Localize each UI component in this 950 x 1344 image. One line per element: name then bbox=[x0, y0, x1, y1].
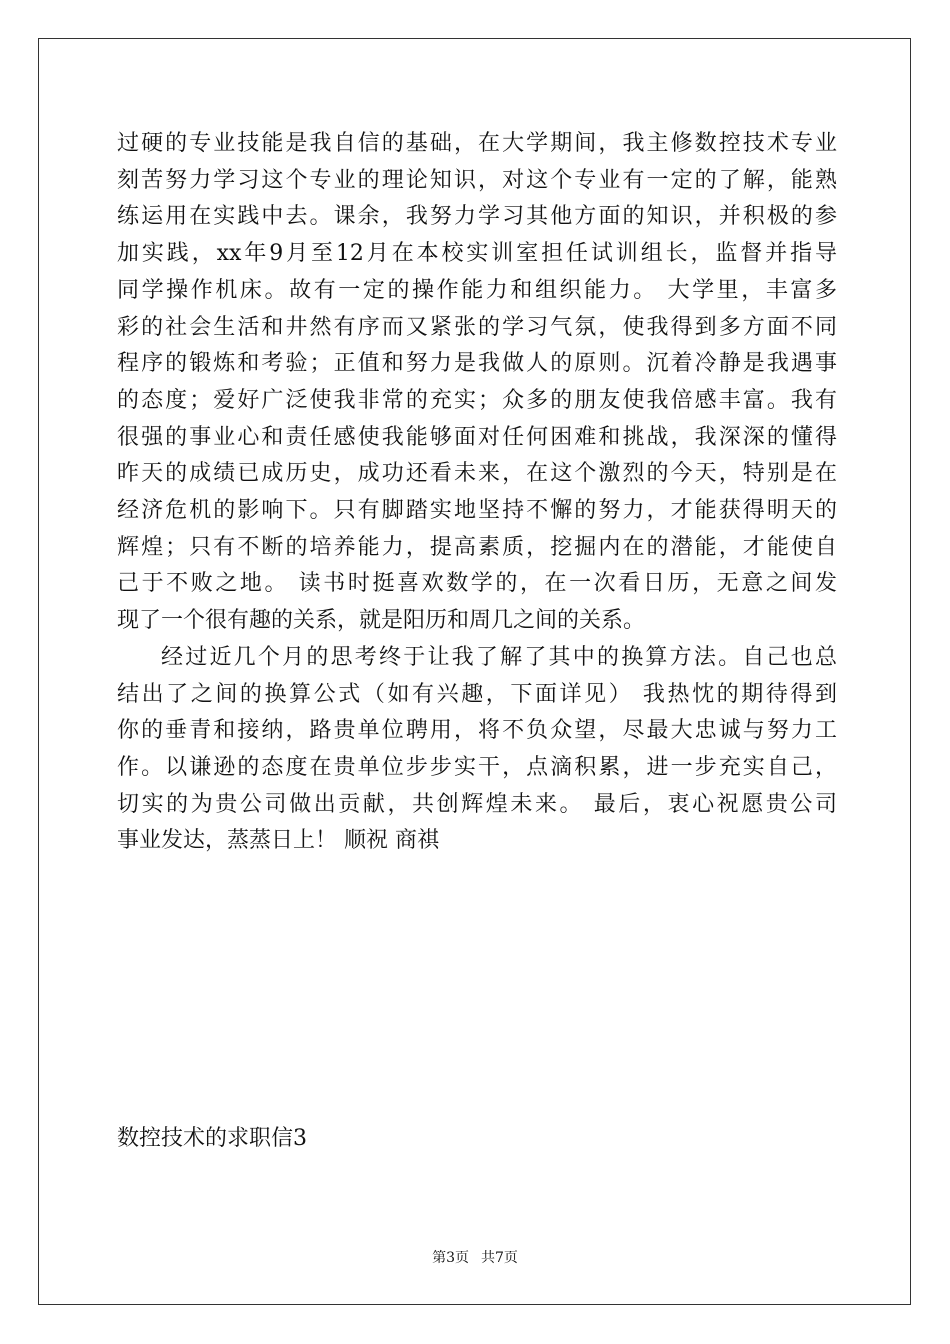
text-line: 过硬的专业技能是我自信的基础，在大学期间，我主修数控技术专业 bbox=[117, 131, 837, 156]
text-line: 程序的锻炼和考验；正值和努力是我做人的原则。沉着冷静是我遇事 bbox=[117, 351, 837, 377]
text-line: 刻苦努力学习这个专业的理论知识，对这个专业有一定的了解，能熟 bbox=[117, 167, 837, 193]
text-line: 现了一个很有趣的关系，就是阳历和周几之间的关系。 bbox=[117, 608, 646, 634]
text-line: 切实的为贵公司做出贡献，共创辉煌未来。 最后，衷心祝愿贵公司 bbox=[117, 791, 837, 817]
text-line: 作。以谦逊的态度在贵单位步步实干，点滴积累，进一步充实自己， bbox=[117, 754, 837, 780]
text-line: 经过近几个月的思考终于让我了解了其中的换算方法。自己也总 bbox=[161, 644, 837, 670]
text-line: 你的垂青和接纳，路贵单位聘用，将不负众望，尽最大忠诚与努力工 bbox=[117, 718, 837, 744]
text-line: 加实践，xx年9月至12月在本校实训室担任试训组长，监督并指导 bbox=[117, 241, 837, 267]
text-line: 昨天的成绩已成历史，成功还看未来，在这个激烈的今天，特别是在 bbox=[117, 461, 837, 487]
text-line: 经济危机的影响下。只有脚踏实地坚持不懈的努力，才能获得明天的 bbox=[117, 498, 837, 524]
text-line: 同学操作机床。故有一定的操作能力和组织能力。 大学里，丰富多 bbox=[117, 277, 837, 303]
text-line: 很强的事业心和责任感使我能够面对任何困难和挑战，我深深的懂得 bbox=[117, 424, 837, 450]
text-line: 辉煌；只有不断的培养能力，提高素质，挖掘内在的潜能，才能使自 bbox=[117, 534, 837, 560]
current-page-number: 第3页 bbox=[432, 1250, 469, 1266]
page-footer bbox=[0, 1248, 950, 1268]
letter-body bbox=[117, 126, 837, 860]
total-pages: 共7页 bbox=[481, 1250, 518, 1266]
text-line: 己于不败之地。 读书时挺喜欢数学的，在一次看日历，无意之间发 bbox=[117, 571, 837, 597]
text-line: 事业发达，蒸蒸日上！ 顺祝 商祺 bbox=[117, 828, 439, 854]
paragraph-2 bbox=[117, 640, 837, 860]
text-line: 彩的社会生活和井然有序而又紧张的学习气氛，使我得到多方面不同 bbox=[117, 314, 837, 340]
section-heading: 数控技术的求职信3 bbox=[117, 1126, 307, 1151]
paragraph-1 bbox=[117, 126, 837, 640]
text-line: 结出了之间的换算公式（如有兴趣，下面详见） 我热忱的期待得到 bbox=[117, 681, 837, 707]
text-line: 的态度；爱好广泛使我非常的充实；众多的朋友使我倍感丰富。我有 bbox=[117, 387, 837, 413]
text-line: 练运用在实践中去。课余，我努力学习其他方面的知识，并积极的参 bbox=[117, 204, 837, 230]
